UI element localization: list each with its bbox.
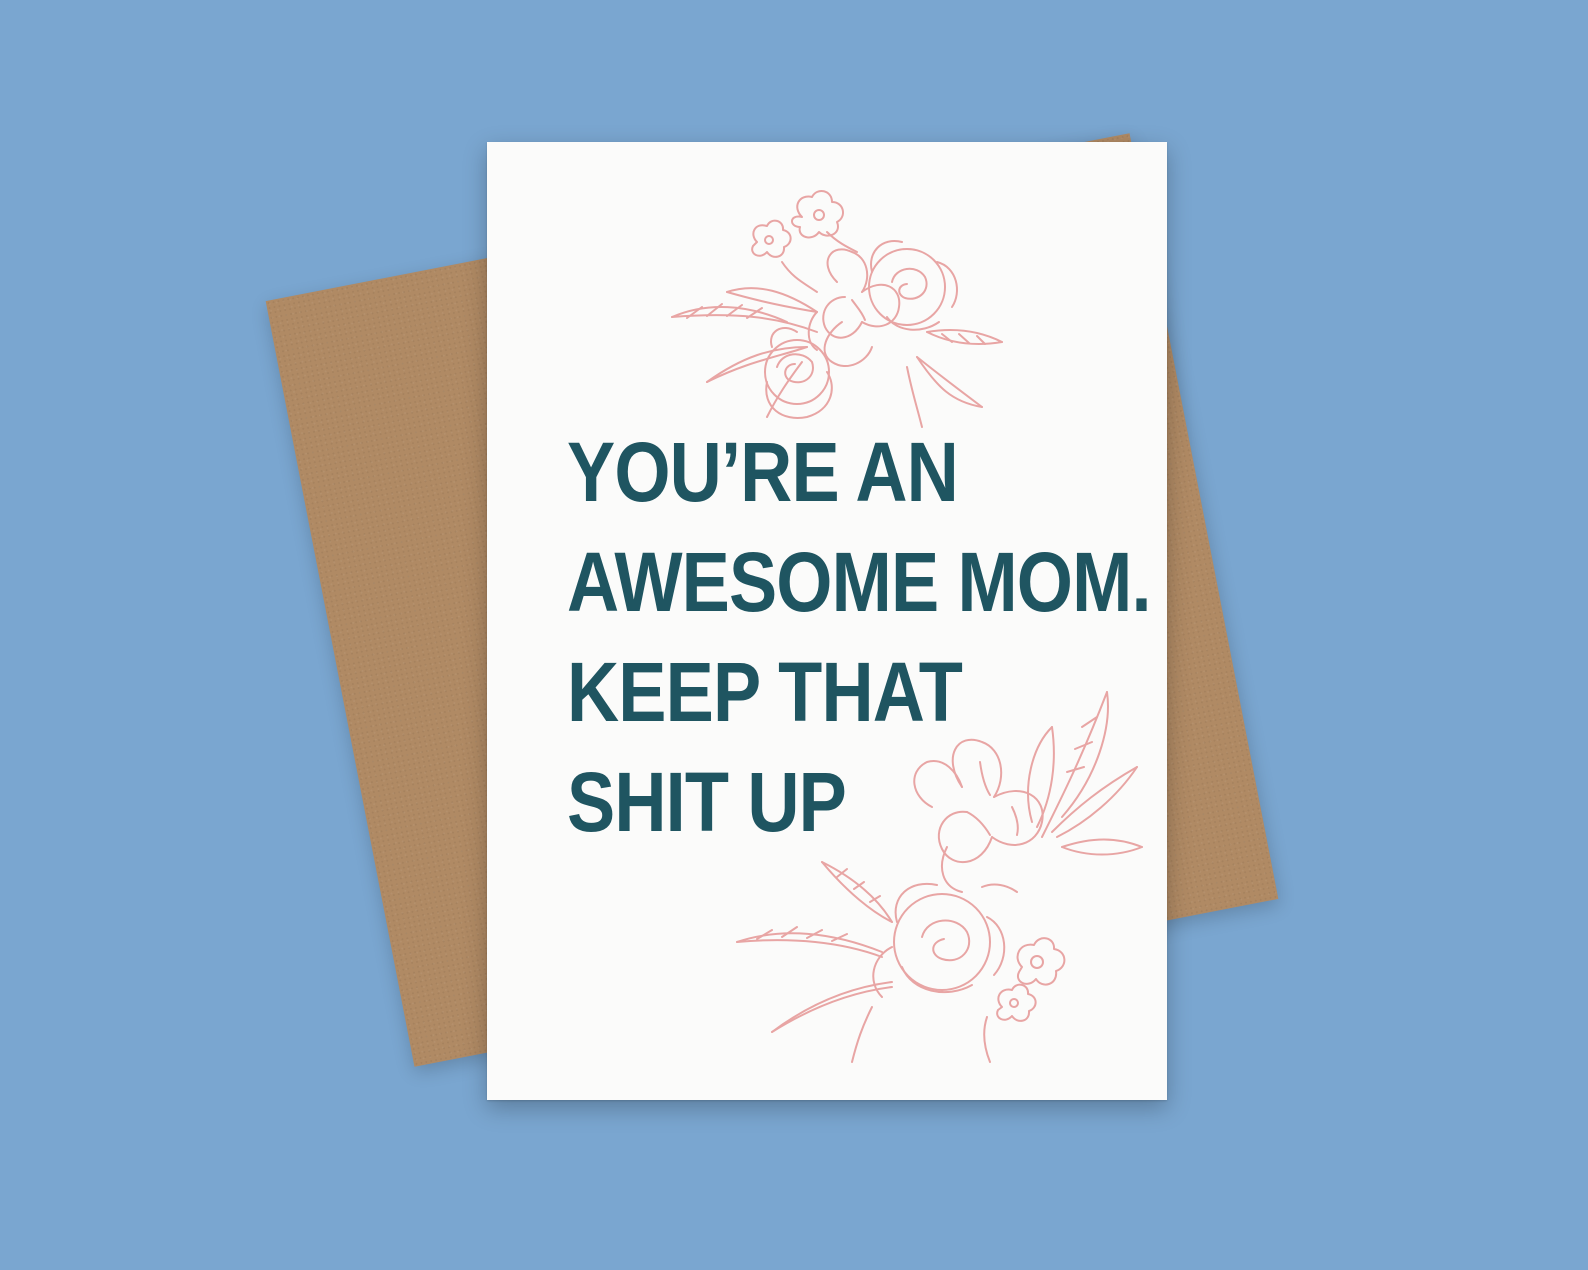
message-line-3: KEEP THAT [567,645,962,739]
floral-bottom-illustration [732,687,1147,1067]
message-line-1: YOU’RE AN [567,425,958,519]
floral-top-illustration [667,182,1007,442]
greeting-card [487,142,1167,1100]
message-line-4: SHIT UP [567,755,846,849]
message-line-2: AWESOME MOM. [567,535,1151,629]
